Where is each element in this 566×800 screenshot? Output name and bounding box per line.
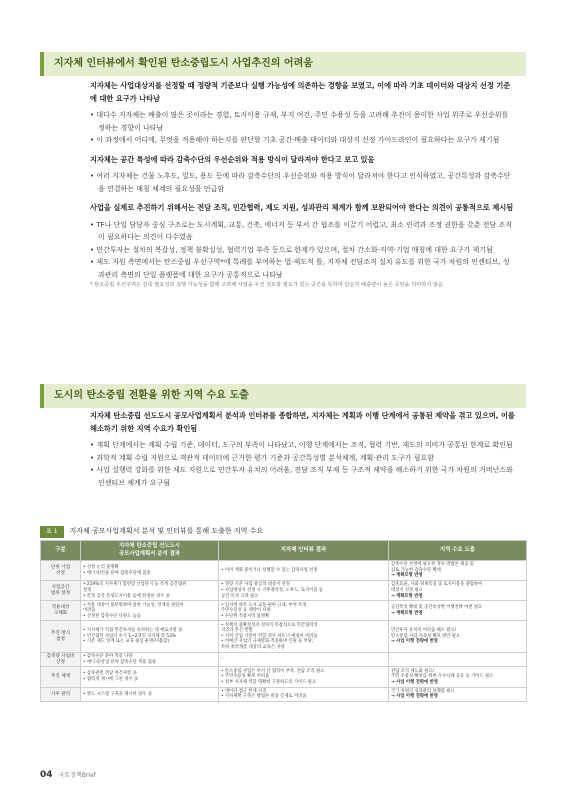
table-caption	[40, 524, 526, 538]
table-cell-category-line: 추진 방식	[50, 631, 71, 637]
table-cell-category	[41, 621, 81, 652]
table-cell-category-line: 선정	[56, 570, 65, 576]
section-1-title: 지자체 인터뷰에서 확인된 탄소중립도시 사업추진의 어려움	[40, 52, 526, 76]
table-cell-plan-line: • 적용 대상이 불분명하며 실현 가능성, 연계성 판단이	[83, 602, 184, 608]
table-cell-interview-line: • 주민수용성 확보 어려움	[221, 674, 270, 680]
table-cell-need-emphasis: → 사업 이행 전략에 반영	[391, 679, 438, 685]
section-1-footnote: * 탄소중립 우선구역은 감축 필요성과 실행 가능성을 함께 고려해 사업을 우선 검토할 필요가 있는 공간을 뜻하며 단순히 배출량이 높은 곳만을 의미하지 않음	[90, 282, 443, 288]
table-cell-interview-line: • 지자체별 구축은 방법론 비용 문제로 어려움	[221, 694, 307, 700]
table-cell-need	[389, 601, 527, 621]
table-cell-plan-line: 설정	[83, 587, 92, 593]
section-1-bullet: • 제도 지원 측면에서는 탄소중립 우선구역*에 특례를 부여하는 법·제도적 틀, 지자체 전담조직 설치 유도를 위한 국가 차원의 인센티브, 성과관리 측면의 단일 플랫폼에 대한 요구가 공통적으로 나타남	[90, 256, 516, 281]
table-caption-text: 지자체 공모사업계획서 분석 및 인터뷰를 통해 도출한 지역 수요	[69, 527, 264, 535]
table-cell-plan-line: • 민간협력 사업의 수가 1~2개인 지자체 약 53%	[83, 633, 176, 639]
table-cell-need-line: 민간투자 유치의 어려움 해소 필요/	[391, 628, 457, 634]
section-1-bullet: • TF나 단일 담당자 중심 구조로는 도시계획, 교통, 건축, 에너지 등 부서 간 협조를 이끌기 어렵고, 최소 인력과 조정 권한을 갖춘 전담 조직이 필요하다는 의견이 다수였음	[90, 219, 516, 244]
table-cell-need	[389, 687, 527, 702]
table-cell-interview	[219, 601, 389, 621]
table-cell-plan-line: • 협력적 제시에 그친 경우 多	[83, 676, 139, 682]
table-cell-interview-line: • 데이터 접근 한계 지적	[221, 688, 267, 694]
publication-name: 국토정책Brief	[58, 772, 96, 779]
section-2-bullet: • 사업 실행력 강화를 위한 제도 지원으로 민간투자 유치의 어려움, 전담 조직 부재 등 구조적 제약을 해소하기 위한 국가 차원의 거버넌스와 인센티브 체계가 요구됨	[90, 464, 516, 489]
table-cell-interview-line: • 탄소중립 사업은 부서 간 협력이 부족, 전담 조직 필요	[221, 668, 325, 674]
table-cell-plan-line: • 특정 공간 특성도지이용 등에 한정한 경우 多	[83, 593, 170, 599]
table-cell-plan-line: • 219%의 지자체가 합련할 산업단지 등 특정 공간범위	[83, 582, 187, 588]
table-cell-need-line: 주민 수용성 확보를 위한 우수사례 공유 등 가이드 필요	[391, 674, 494, 680]
table-cell-interview	[219, 652, 389, 667]
table-cell-need-line: 감축효율, 사회·경제특성 및 토지이용을 종합하여	[391, 582, 483, 588]
table-cell-need	[389, 652, 527, 667]
section-1-lead-1: 지자체는 사업대상지를 선정할 때 정량적 기준보다 실행 가능성에 의존하는 경향을 보였고, 이에 따라 기초 데이터와 대상지 선정 기준에 대한 요구가 나타남	[90, 81, 511, 103]
table-cell-interview-line: • 이미 계획 중이거나 실행할 수 있는 감축사업 선정	[221, 567, 318, 573]
table-cell-category-line: 적용대상	[51, 605, 70, 611]
section-1-body	[90, 80, 516, 290]
table-cell-category-line: 구체화	[53, 610, 68, 616]
table-cell-category	[41, 581, 81, 601]
table-cell-interview-line: 특히 취약계층 대상의 교육은 지양	[221, 645, 285, 651]
table-cell-interview	[219, 687, 389, 702]
table-cell-interview	[219, 561, 389, 581]
table-cell-interview-line: • 지역 산업 기반이 약할 경우 파트너 매칭이 어려움	[221, 633, 318, 639]
table-cell-need-emphasis: → 사업 이행 전략에 반영	[391, 639, 438, 645]
table-cell-need-emphasis: → 계획모형 반영	[391, 610, 423, 616]
table-cell-interview-line: • 정책의 불확실성과 절차의 복잡성으로 민간협력의	[221, 622, 318, 628]
table-cell-need-line: 공간특성 확대 및 공간특성별 이행전략 마련 필요	[391, 605, 483, 611]
table-row	[41, 652, 527, 667]
table-cell-category	[41, 667, 81, 687]
section-2-lead: 지자체 탄소중립 선도도시 공모사업계획서 분석과 인터뷰를 종합하면, 지자체는 계획과 이행 단계에서 공통된 제약을 겪고 있으며, 이를 해소하기 위한 지역 수요가 확인됨	[90, 411, 515, 433]
table-cell-category-line: 사업공간	[51, 585, 70, 591]
table-cell-interview-line: • 비예산 사업의 규제완화·적용하며 인원 등 부당,	[221, 639, 314, 645]
table-cell-need-line: 국가 차원의 성과관리 플랫폼 필요	[391, 688, 455, 694]
table-cell-need-emphasis: → 계획모형 반영	[391, 573, 423, 579]
table-cell-plan	[81, 621, 219, 652]
table-row	[41, 601, 527, 621]
table-cell-plan	[81, 687, 219, 702]
table-cell-plan-line: • 선정 논리 불명확	[83, 564, 119, 570]
table-cell-category-line: 산정	[56, 659, 65, 665]
table-cell-plan-line: • 감축수단 분야 적용 다양	[83, 654, 133, 659]
section-1-lead-2: 지자체는 공간 특성에 따라 감축수단의 우선순위와 적용 방식이 달라져야 한다고 보고 있음	[90, 154, 375, 164]
table-cell-need-emphasis: → 계획모형 반영	[391, 593, 423, 599]
table-cell-need-line: 검토 가능한 감축수단 확대	[391, 567, 441, 573]
table-cell-plan-line: • 에너지/건물 분야 감축수단에 집중	[83, 570, 151, 576]
table-cell-plan	[81, 667, 219, 687]
table-header-row	[41, 541, 527, 561]
table-cell-plan-line: • 감축관련 전담 여건사항 多	[83, 671, 137, 677]
section-1-bullet: • 대다수 지자체는 배출이 많은 곳이라는 경험, 토지이용 규제, 부지 여건, 주민 수용성 등을 고려해 추진이 용이한 사업 위주로 우선순위를 정하는 경향이 나타남	[90, 109, 516, 134]
table-cell-category-line: 단위 사업	[50, 564, 71, 570]
table-cell-category-line: 추진 체계	[50, 674, 71, 680]
table-cell-plan-line: • 별도 시스템 구축을 제시한 경우 多	[83, 691, 152, 697]
header-category: 구분	[41, 541, 81, 561]
table-cell-interview-line: • 입지에 따라 도시 교통·편편 규제, 부처 특정	[221, 602, 307, 608]
table-cell-plan-line: • 지자체가 직접 민간투자를 유치하는 데 애로사항 多	[83, 628, 183, 634]
table-cell-interview	[219, 581, 389, 601]
table-row	[41, 621, 527, 652]
table-cell-need-line: 탄소중립 사업 지속성 확보 방안 필요	[391, 633, 461, 639]
section-2-bullet: • 과학적 계획 수립 지원으로 객관적 데이터에 근거한 평가 기준과 공간특성별 분석체계, 계획·관리 도구가 필요함	[90, 452, 516, 465]
table-cell-interview	[219, 621, 389, 652]
table-cell-interview-line: 공간 특성 고려 필요	[221, 593, 259, 599]
table-row	[41, 561, 527, 581]
header-interview: 지자체 인터뷰 결과	[219, 541, 389, 561]
table-cell-plan-line: 어려움	[83, 608, 96, 614]
table-cell-interview-line: • 사업대상지 선정 시 기후취약성, 노후도, 토지이용 등	[221, 587, 323, 593]
table-cell-need-line: 대상지 선정 필요	[391, 587, 423, 593]
section-1-bullet: • 민간투자는 절차의 복잡성, 정책 불확실성, 협력기업 부족 등으로 한계가 있으며, 절차 간소화·지역-기업 매칭에 대한 요구가 제기됨	[90, 244, 516, 257]
table-cell-interview	[219, 667, 389, 687]
table-row	[41, 667, 527, 687]
table-cell-interview-line: • 정량 기준 사업 중심의 대상지 선정	[221, 582, 290, 588]
table-cell-need-emphasis: → 사업 이행 전략에 반영	[391, 694, 438, 700]
table-cell-need-line: -	[391, 656, 393, 662]
table-cell-need	[389, 621, 527, 652]
section-2-title: 도시의 탄소중립 전환을 위한 지역 수요 도출	[40, 384, 526, 408]
table-cell-interview-line: 주민수용성 등 제약이 다양	[221, 608, 271, 614]
section-2-body	[90, 410, 516, 489]
table-cell-need	[389, 581, 527, 601]
header-regional-need: 지역 수요 도출	[389, 541, 527, 561]
section-1-bullet: • 이 과정에서 어디에, 무엇을 적용해야 하는지를 판단할 기초 공간·배출 데이터와 대상지 선정 가이드라인이 필요하다는 요구가 제기됨	[90, 134, 516, 147]
table-cell-need-line: 감축수단 선정에 필요한 정보·방법론 제공 및	[391, 562, 474, 568]
table-cell-category	[41, 561, 81, 581]
table-cell-need-line: 전담 조직 제도화 필요/	[391, 668, 434, 674]
table-row	[41, 581, 527, 601]
table-cell-plan-line: • 산정된 감축수단 다양도 높음	[83, 613, 141, 619]
table-tag: 표 1	[40, 526, 64, 538]
table-cell-plan	[81, 581, 219, 601]
table-cell-need	[389, 561, 527, 581]
table-cell-interview-line: -	[221, 656, 223, 662]
section-2-bullet: • 계획 단계에서는 계획 수립 기준, 데이터, 도구의 부족이 나타났고, 이행 단계에서는 조직, 협력 기반, 제도의 미비가 공통된 한계로 확인됨	[90, 439, 516, 452]
table-cell-plan	[81, 561, 219, 581]
table-cell-category-line: 결정	[56, 636, 65, 642]
demand-table	[40, 540, 527, 702]
table-cell-category	[41, 687, 81, 702]
table-cell-interview-line: • 정부 지자체 역할 명확히 구분하도록 가이드 필요	[221, 679, 317, 685]
table-cell-category-line: 사후 관리	[50, 691, 71, 697]
table-cell-plan-line: • 기존 제도 연계 또는 교육 중심 운영(미흡함)	[83, 639, 170, 645]
table-row	[41, 687, 527, 702]
page-footer	[40, 770, 96, 780]
table-cell-category-line: 감축량 사업비	[46, 654, 75, 659]
table-cell-plan	[81, 601, 219, 621]
table-cell-category	[41, 601, 81, 621]
table-cell-plan	[81, 652, 219, 667]
table-cell-need	[389, 667, 527, 687]
page-number: 04	[40, 770, 53, 780]
section-1-bullet: • 여러 지자체는 건물 노후도, 밀도, 용도 등에 따라 감축수단의 우선순위와 적용 방식이 달라져야 한다고 인식하였고, 공간특성과 감축수단을 연결하는 매칭 체계의 필요성을 언급함	[90, 170, 516, 195]
section-1-lead-3: 사업을 실제로 추진하기 위해서는 전담 조직, 민간협력, 제도 지원, 성과관리 체계가 함께 보완되어야 한다는 의견이 공통적으로 제시됨	[90, 203, 514, 212]
table-cell-category	[41, 652, 81, 667]
header-plan-analysis: 지자체 탄소중립 선도도시 공모사업계획서 분석 결과	[81, 541, 219, 561]
table-cell-interview-line: • 수단별 적용지역 불명확	[221, 613, 270, 619]
table-cell-plan-line: • 에너지/산업 분야 감축수단 적용 집중	[83, 659, 157, 665]
table-cell-interview-line: 지연과 무산 반발	[221, 628, 253, 634]
table-cell-category-line: 범위 설정	[50, 590, 71, 596]
